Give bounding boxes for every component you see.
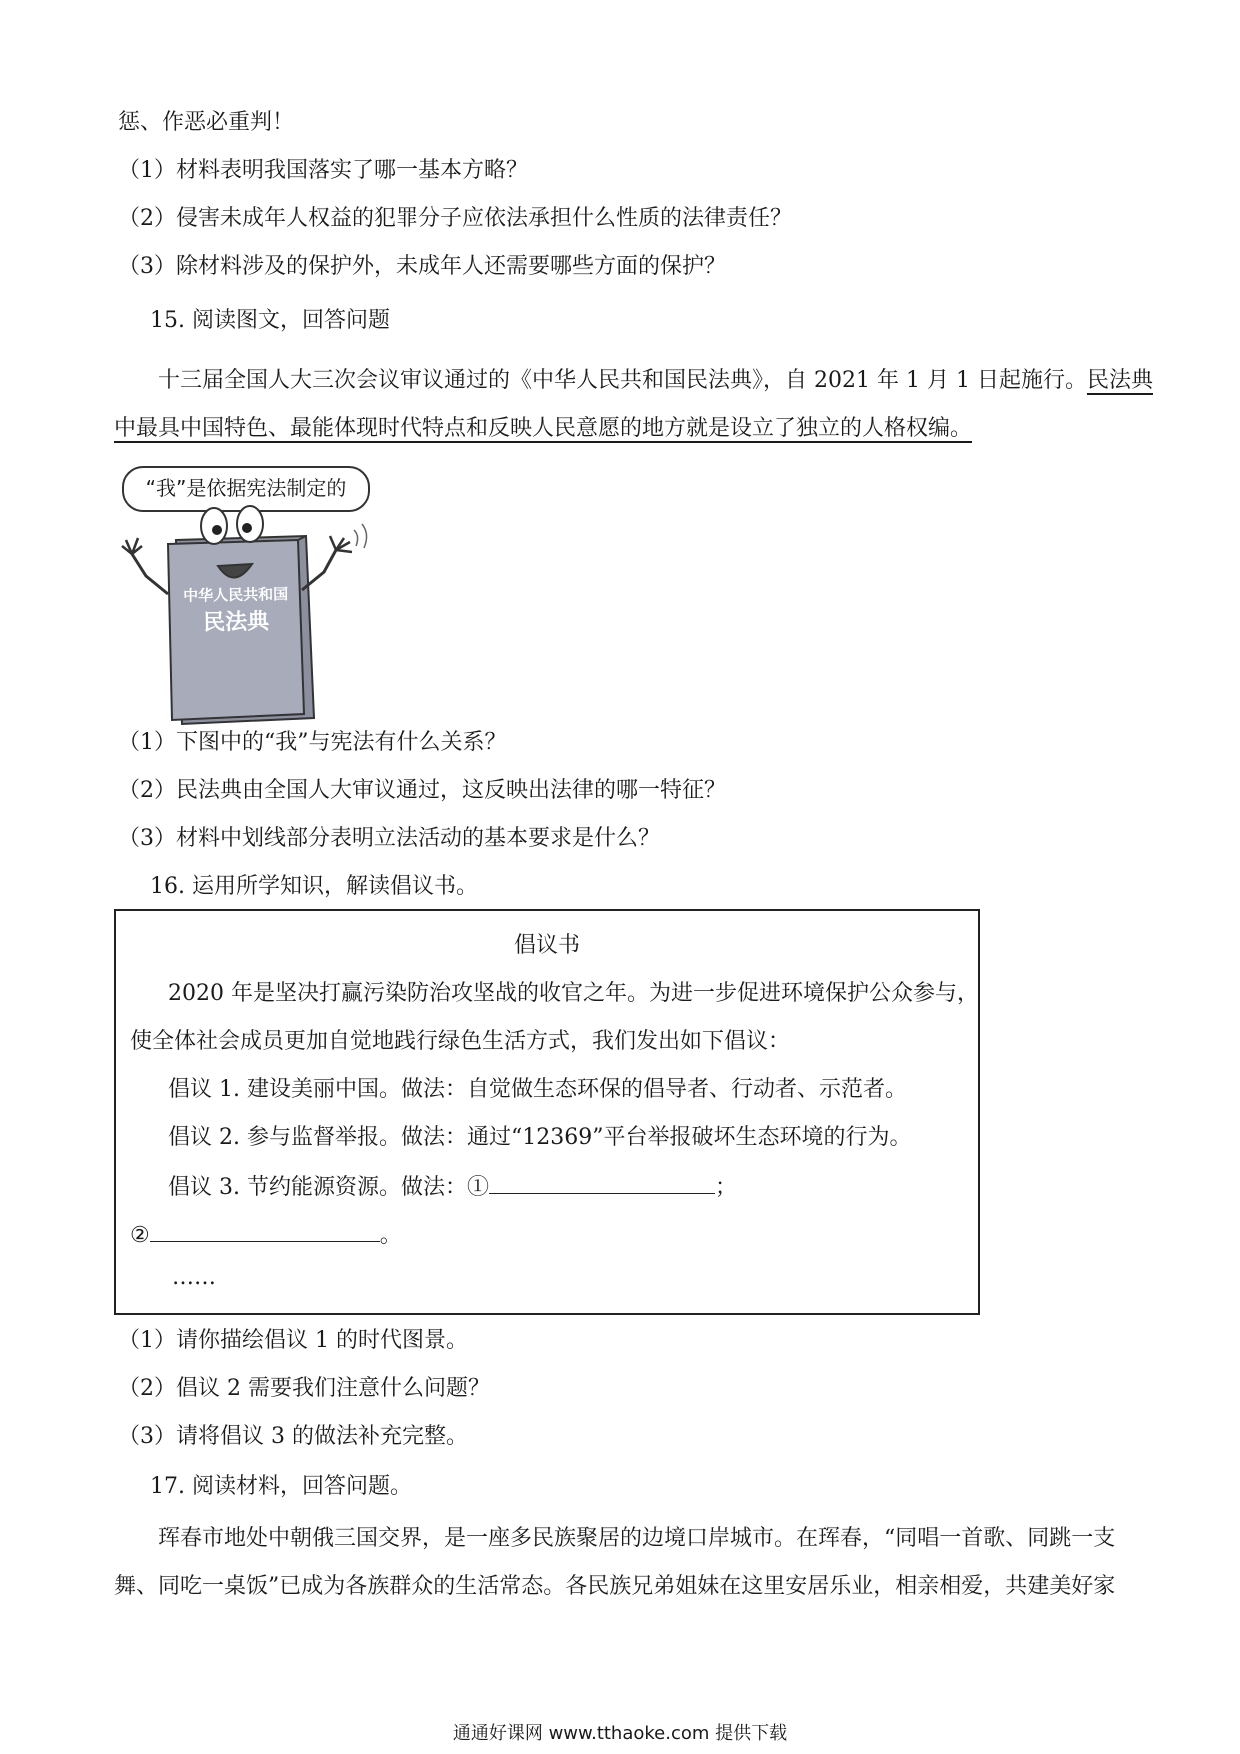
proposal-ellipsis: …… <box>172 1265 216 1290</box>
q17-paragraph-line-1: 珲春市地处中朝俄三国交界，是一座多民族聚居的边境口岸城市。在珲春，“同唱一首歌、同跳一支 <box>158 1526 1116 1551</box>
proposal-item-3-second <box>130 1219 402 1251</box>
q15-paragraph-plain: 十三届全国人大三次会议审议通过的《中华人民共和国民法典》，自 2021 年 1 月 1 日起施行。 <box>158 368 1087 393</box>
q15-paragraph-line-1 <box>158 366 1153 396</box>
proposal-item-3-suffix: ； <box>714 1175 737 1200</box>
book-title-line-2: 民法典 <box>202 609 270 636</box>
book-title-line-1: 中华人民共和国 <box>183 585 289 605</box>
question-16-2: （2）倡议 2 需要我们注意什么问题？ <box>118 1376 490 1401</box>
question-16-3: （3）请将倡议 3 的做法补充完整。 <box>118 1424 468 1449</box>
proposal-intro-line-2: 使全体社会成员更加自觉地践行绿色生活方式，我们发出如下倡议： <box>130 1029 791 1054</box>
question-15-3: （3）材料中划线部分表明立法活动的基本要求是什么？ <box>118 826 660 851</box>
answer-blank-2[interactable] <box>150 1219 380 1242</box>
text-line: 惩、作恶必重判！ <box>118 110 295 135</box>
question-17-title: 17. 阅读材料，回答问题。 <box>150 1474 412 1499</box>
question-15-2: （2）民法典由全国人大审议通过，这反映出法律的哪一特征？ <box>118 778 726 803</box>
speech-bubble: “我”是依据宪法制定的 <box>122 466 370 512</box>
proposal-item-3 <box>168 1171 737 1203</box>
q15-paragraph-underlined-start: 民法典 <box>1086 368 1153 393</box>
proposal-box <box>114 909 980 1315</box>
question-14-1: （1）材料表明我国落实了哪一基本方略？ <box>118 158 528 183</box>
question-15-title: 15. 阅读图文，回答问题 <box>150 308 390 333</box>
proposal-intro-line-1: 2020 年是坚决打赢污染防治攻坚战的收官之年。为进一步促进环境保护公众参与， <box>168 981 979 1006</box>
proposal-title: 倡议书 <box>513 933 580 958</box>
civil-code-illustration <box>118 466 378 728</box>
proposal-item-3-prefix: 倡议 3. 节约能源资源。做法：① <box>168 1175 489 1200</box>
question-16-1: （1）请你描绘倡议 1 的时代图景。 <box>118 1328 468 1353</box>
q15-paragraph-underlined: 中最具中国特色、最能体现时代特点和反映人民意愿的地方就是设立了独立的人格权编。 <box>114 416 973 441</box>
q17-paragraph-line-2: 舞、同吃一桌饭”已成为各族群众的生活常态。各民族兄弟姐妹在这里安居乐业，相亲相爱，共建美好家 <box>114 1574 1116 1599</box>
question-16-title: 16. 运用所学知识，解读倡议书。 <box>150 874 478 899</box>
question-15-1: （1）下图中的“我”与宪法有什么关系？ <box>118 730 507 755</box>
page-footer: 通通好课网 www.tthaoke.com 提供下载 <box>452 1723 788 1744</box>
proposal-item-2: 倡议 2. 参与监督举报。做法：通过“12369”平台举报破坏生态环境的行为。 <box>168 1125 912 1150</box>
question-14-3: （3）除材料涉及的保护外，未成年人还需要哪些方面的保护？ <box>118 254 726 279</box>
proposal-item-3b-prefix: ② <box>130 1223 150 1248</box>
question-14-2: （2）侵害未成年人权益的犯罪分子应依法承担什么性质的法律责任？ <box>118 206 792 231</box>
proposal-item-1: 倡议 1. 建设美丽中国。做法：自觉做生态环保的倡导者、行动者、示范者。 <box>168 1077 907 1102</box>
answer-blank-1[interactable] <box>489 1171 715 1194</box>
proposal-item-3b-suffix: 。 <box>379 1223 402 1248</box>
